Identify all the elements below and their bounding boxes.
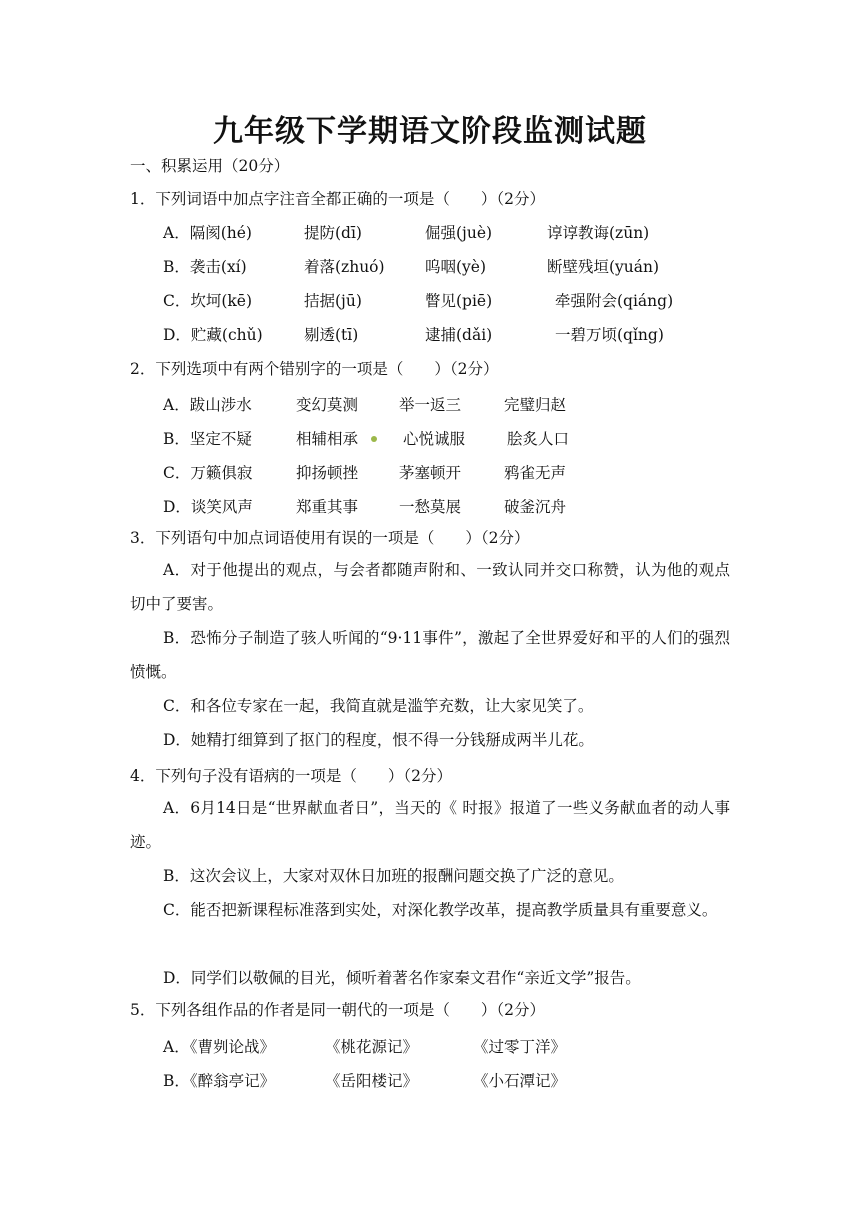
q1-d-1: D．贮藏(chǔ)	[163, 326, 263, 344]
q2-d-2: 郑重其事	[296, 498, 359, 516]
green-dot-mark	[371, 436, 377, 442]
question-1-stem: 1．下列词语中加点字注音全都正确的一项是（ ）（2分）	[130, 190, 545, 208]
q2-c-2: 抑扬顿挫	[296, 464, 359, 482]
q4-option-c: C．能否把新课程标准落到实处，对深化教学改革，提高教学质量具有重要意义。	[163, 901, 718, 919]
q2-c-4: 鸦雀无声	[504, 464, 567, 482]
q1-d-4: 一碧万顷(qǐng)	[555, 326, 664, 344]
q2-a-2: 变幻莫测	[296, 396, 359, 414]
q1-c-4: 牵强附会(qiáng)	[555, 292, 674, 310]
question-4-stem: 4．下列句子没有语病的一项是（ ）（2分）	[130, 767, 452, 785]
q2-a-1: A．跋山涉水	[163, 396, 252, 414]
q1-a-1: A．隔阂(hé)	[163, 224, 252, 242]
question-2-stem: 2．下列选项中有两个错别字的一项是（ ）（2分）	[130, 360, 499, 378]
q5-b-1: B．《醉翁亭记》	[163, 1072, 276, 1090]
question-5-stem: 5．下列各组作品的作者是同一朝代的一项是（ ）（2分）	[130, 1001, 545, 1019]
q2-b-1: B．坚定不疑	[163, 430, 252, 448]
q4-option-b: B．这次会议上，大家对双休日加班的报酬问题交换了广泛的意见。	[163, 867, 624, 885]
q5-b-2: 《岳阳楼记》	[325, 1072, 419, 1090]
q2-b-2: 相辅相承	[296, 430, 359, 448]
q4-option-a: A．6月14日是“世界献血者日”，当天的《 时报》报道了一些义务献血者的动人事迹。	[130, 799, 730, 851]
section-heading: 一、积累运用（20分）	[130, 157, 290, 175]
q2-a-4: 完璧归赵	[504, 396, 567, 414]
q2-d-3: 一愁莫展	[399, 498, 462, 516]
q1-a-2: 提防(dī)	[304, 224, 362, 242]
q5-a-3: 《过零丁洋》	[473, 1038, 567, 1056]
q1-b-2: 着落(zhuó)	[304, 258, 385, 276]
q3-option-a: A．对于他提出的观点，与会者都随声附和、一致认同并交口称赞，认为他的观点切中了要害。	[130, 561, 730, 613]
q2-d-1: D．谈笑风声	[163, 498, 253, 516]
q2-d-4: 破釜沉舟	[504, 498, 567, 516]
q2-b-4: 脍炙人口	[507, 430, 570, 448]
q3-option-b: B．恐怖分子制造了骇人听闻的“9·11事件”，激起了全世界爱好和平的人们的强烈愤慨。	[130, 629, 730, 681]
q1-c-1: C．坎坷(kē)	[163, 292, 253, 310]
q2-a-3: 举一返三	[399, 396, 462, 414]
q1-c-3: 瞥见(piē)	[425, 292, 493, 310]
q1-d-2: 剔透(tī)	[304, 326, 359, 344]
q3-option-c: C．和各位专家在一起，我简直就是滥竽充数，让大家见笑了。	[163, 697, 594, 715]
q3-option-d: D．她精打细算到了抠门的程度，恨不得一分钱掰成两半儿花。	[163, 731, 594, 749]
q5-b-3: 《小石潭记》	[473, 1072, 567, 1090]
q1-b-4: 断壁残垣(yuán)	[547, 258, 660, 276]
q1-c-2: 拮据(jū)	[304, 292, 362, 310]
q1-d-3: 逮捕(dǎi)	[425, 326, 493, 344]
q2-b-3: 心悦诚服	[403, 430, 466, 448]
q5-a-2: 《桃花源记》	[325, 1038, 419, 1056]
q5-a-1: A．《曹刿论战》	[163, 1038, 275, 1056]
page-title: 九年级下学期语文阶段监测试题	[213, 114, 647, 149]
q1-a-4: 谆谆教诲(zūn)	[547, 224, 650, 242]
q4-option-d: D．同学们以敬佩的目光，倾听着著名作家秦文君作“亲近文学”报告。	[163, 969, 641, 987]
q1-b-3: 呜咽(yè)	[425, 258, 487, 276]
q1-a-3: 倔强(juè)	[425, 224, 493, 242]
q2-c-3: 茅塞顿开	[399, 464, 462, 482]
q1-b-1: B．袭击(xí)	[163, 258, 247, 276]
q2-c-1: C．万籁俱寂	[163, 464, 253, 482]
question-3-stem: 3．下列语句中加点词语使用有误的一项是（ ）（2分）	[130, 529, 530, 547]
